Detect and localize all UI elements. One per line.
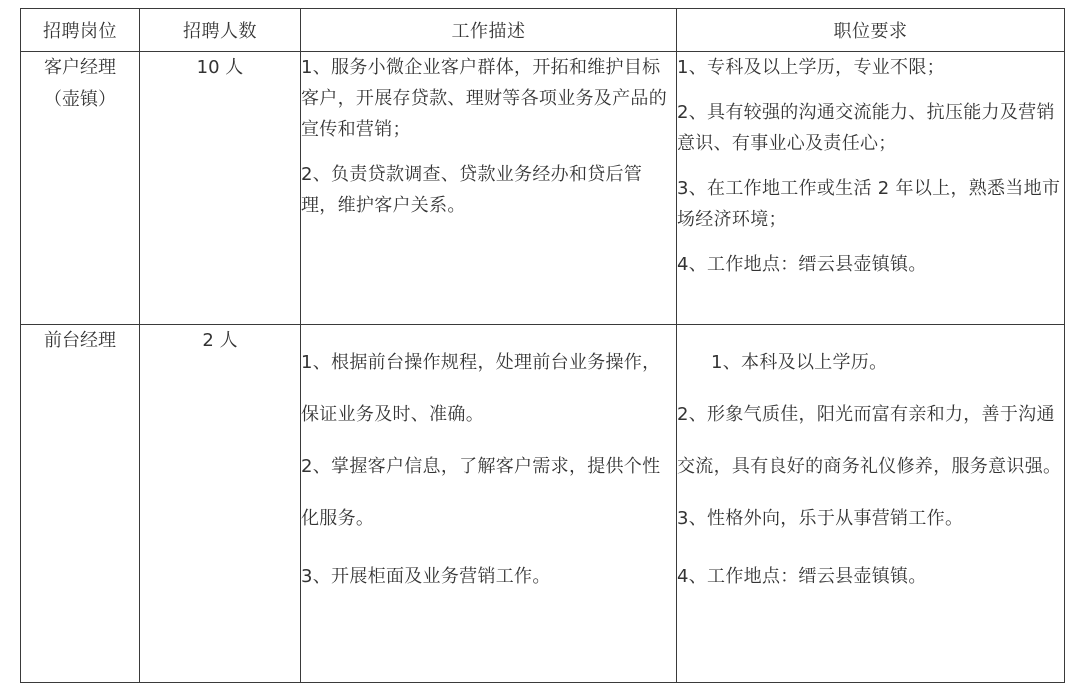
count-cell [140, 325, 301, 683]
requirement-item: 2、具有较强的沟通交流能力、抗压能力及营销意识、有事业心及责任心； [677, 102, 1055, 154]
count-cell [140, 52, 301, 325]
recruitment-table [20, 8, 1065, 683]
position-title: 前台经理 [44, 330, 116, 351]
requirement-item: 3、在工作地工作或生活 2 年以上，熟悉当地市场经济环境； [677, 178, 1061, 230]
requirement-item: 3、性格外向，乐于从事营销工作。 [677, 508, 964, 529]
headcount: 10 人 [196, 57, 244, 78]
requirements-cell [677, 52, 1065, 325]
description-item: 2、负责贷款调查、贷款业务经办和贷后管理，维护客户关系。 [301, 164, 643, 216]
requirement-item: 1、本科及以上学历。 [711, 352, 888, 373]
position-cell [21, 52, 140, 325]
position-location: （壶镇） [44, 89, 116, 110]
requirements-cell [677, 325, 1065, 683]
description-item: 2、掌握客户信息，了解客户需求，提供个性化服务。 [301, 456, 661, 529]
description-cell [301, 52, 677, 325]
description-item: 1、服务小微企业客户群体，开拓和维护目标客户，开展存贷款、理财等各项业务及产品的宣传和营销； [301, 57, 667, 140]
table-row [21, 325, 1065, 683]
header-requirements: 职位要求 [677, 9, 1065, 52]
header-position: 招聘岗位 [21, 9, 140, 52]
position-title: 客户经理 [44, 57, 116, 78]
header-description: 工作描述 [301, 9, 677, 52]
requirement-item: 4、工作地点：缙云县壶镇镇。 [677, 566, 927, 587]
requirement-item: 4、工作地点：缙云县壶镇镇。 [677, 254, 927, 275]
table-header-row [21, 9, 1065, 52]
table-row [21, 52, 1065, 325]
description-item: 1、根据前台操作规程，处理前台业务操作，保证业务及时、准确。 [301, 352, 661, 425]
header-count: 招聘人数 [140, 9, 301, 52]
position-cell [21, 325, 140, 683]
headcount: 2 人 [202, 330, 238, 351]
requirement-item: 1、专科及以上学历，专业不限； [677, 57, 945, 78]
description-item: 3、开展柜面及业务营销工作。 [301, 566, 551, 587]
requirement-item: 2、形象气质佳，阳光而富有亲和力，善于沟通交流，具有良好的商务礼仪修养，服务意识强。 [677, 404, 1062, 477]
description-cell [301, 325, 677, 683]
